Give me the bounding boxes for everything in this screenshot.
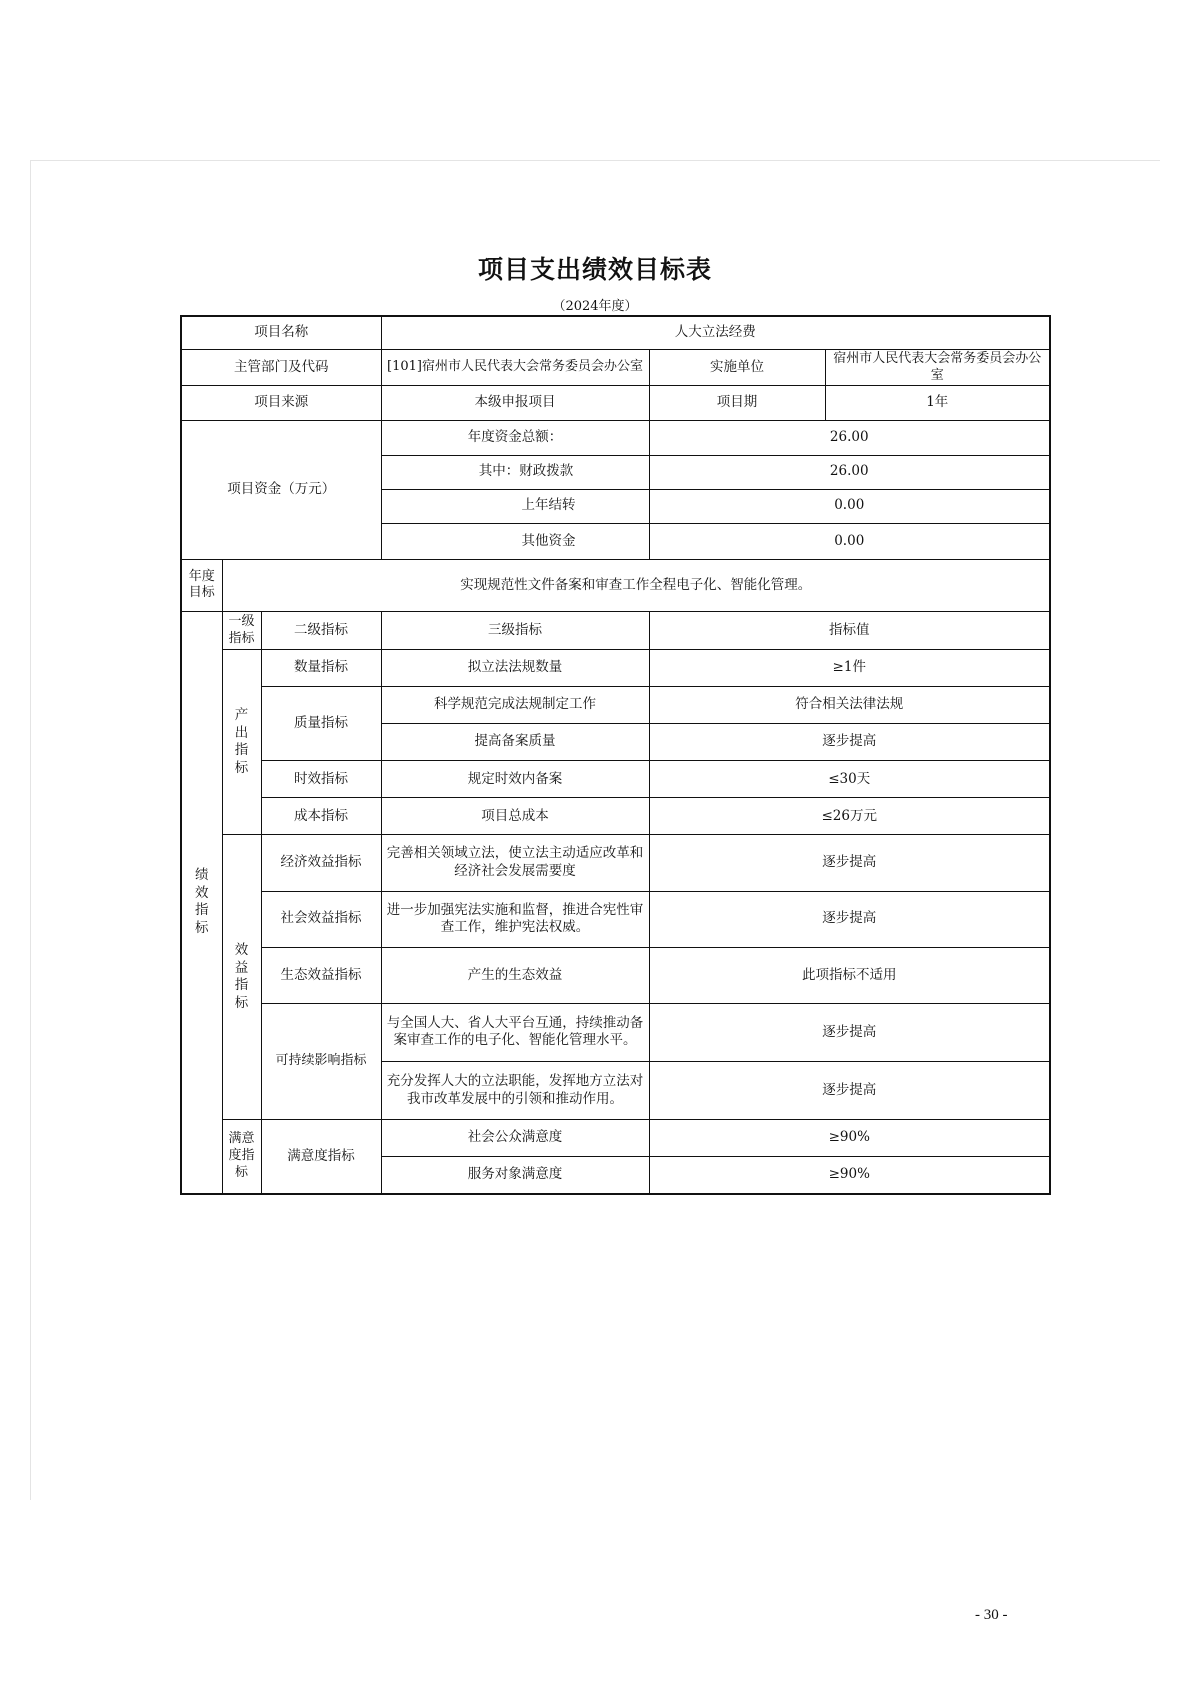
document-year: （2024年度） [552, 299, 638, 314]
level2-cell: 可持续影响指标 [261, 1003, 381, 1119]
value-cell: ≤30天 [649, 761, 1050, 798]
page-frame-top [30, 160, 1160, 161]
indicator-row [181, 687, 1050, 724]
period-label: 项目期 [649, 386, 825, 420]
indicator-row [181, 1003, 1050, 1061]
header-level1: 一级指标 [222, 611, 261, 649]
impl-unit-label: 实施单位 [649, 349, 825, 386]
indicator-row [181, 1120, 1050, 1157]
header-level2: 二级指标 [261, 611, 381, 649]
level3-cell: 充分发挥人大的立法职能，发挥地方立法对我市改革发展中的引领和推动作用。 [381, 1062, 649, 1120]
other-value: 0.00 [649, 523, 1050, 559]
value-cell: 逐步提高 [649, 891, 1050, 947]
row-source [181, 386, 1050, 420]
value-cell: ≥90% [649, 1157, 1050, 1194]
value-cell: ≥1件 [649, 650, 1050, 687]
row-annual-goal [181, 559, 1050, 611]
dept-label: 主管部门及代码 [181, 349, 381, 386]
level2-cell: 经济效益指标 [261, 835, 381, 891]
funds-label: 项目资金（万元） [181, 420, 381, 559]
page-number: - 30 - [975, 1607, 1008, 1623]
row-indicator-header [181, 611, 1050, 649]
goal-text: 实现规范性文件备案和审查工作全程电子化、智能化管理。 [222, 559, 1050, 611]
indicator-row [181, 650, 1050, 687]
level2-cell: 生态效益指标 [261, 947, 381, 1003]
level3-cell: 与全国人大、省人大平台互通，持续推动备案审查工作的电子化、智能化管理水平。 [381, 1003, 649, 1061]
fiscal-value: 26.00 [649, 455, 1050, 489]
benefit-indicators-label: 效益指标 [222, 835, 261, 1120]
level3-cell: 产生的生态效益 [381, 947, 649, 1003]
value-cell: 逐步提高 [649, 1003, 1050, 1061]
indicator-row [181, 761, 1050, 798]
level3-cell: 进一步加强宪法实施和监督，推进合宪性审查工作，维护宪法权威。 [381, 891, 649, 947]
value-cell: 逐步提高 [649, 1062, 1050, 1120]
total-label: 年度资金总额： [381, 420, 649, 455]
header-level3: 三级指标 [381, 611, 649, 649]
fiscal-label: 其中：财政拨款 [381, 455, 649, 489]
indicator-row [181, 798, 1050, 835]
header-value: 指标值 [649, 611, 1050, 649]
output-indicators-label: 产出指标 [222, 650, 261, 835]
document-title: 项目支出绩效目标表 [477, 255, 712, 284]
carryover-label: 上年结转 [381, 489, 649, 523]
level2-cell: 时效指标 [261, 761, 381, 798]
indicator-row [181, 835, 1050, 891]
period-value: 1年 [825, 386, 1050, 420]
level2-cell: 社会效益指标 [261, 891, 381, 947]
performance-indicators-label: 绩效指标 [181, 611, 222, 1194]
value-cell: 此项指标不适用 [649, 947, 1050, 1003]
project-name-value: 人大立法经费 [381, 316, 1050, 349]
project-name-label: 项目名称 [181, 316, 381, 349]
level2-cell: 数量指标 [261, 650, 381, 687]
dept-value: [101]宿州市人民代表大会常务委员会办公室 [381, 349, 649, 386]
level3-cell: 规定时效内备案 [381, 761, 649, 798]
total-value: 26.00 [649, 420, 1050, 455]
level2-cell: 成本指标 [261, 798, 381, 835]
value-cell: ≤26万元 [649, 798, 1050, 835]
carryover-value: 0.00 [649, 489, 1050, 523]
level3-cell: 提高备案质量 [381, 724, 649, 761]
source-label: 项目来源 [181, 386, 381, 420]
level3-cell: 完善相关领域立法，使立法主动适应改革和经济社会发展需要度 [381, 835, 649, 891]
row-department [181, 349, 1050, 386]
indicator-row [181, 891, 1050, 947]
goal-label: 年度目标 [181, 559, 222, 611]
indicator-row [181, 947, 1050, 1003]
level3-cell: 科学规范完成法规制定工作 [381, 687, 649, 724]
other-label: 其他资金 [381, 523, 649, 559]
row-funds-total [181, 420, 1050, 455]
performance-target-table [180, 315, 1051, 1195]
level3-cell: 拟立法法规数量 [381, 650, 649, 687]
impl-unit-value: 宿州市人民代表大会常务委员会办公室 [825, 349, 1050, 386]
value-cell: 逐步提高 [649, 724, 1050, 761]
satisfaction-indicators-label: 满意度指标 [222, 1120, 261, 1194]
level3-cell: 服务对象满意度 [381, 1157, 649, 1194]
page-frame-left [30, 160, 31, 1500]
level3-cell: 项目总成本 [381, 798, 649, 835]
level2-cell: 满意度指标 [261, 1120, 381, 1194]
source-value: 本级申报项目 [381, 386, 649, 420]
level2-cell: 质量指标 [261, 687, 381, 761]
row-project-name [181, 316, 1050, 349]
value-cell: 逐步提高 [649, 835, 1050, 891]
level3-cell: 社会公众满意度 [381, 1120, 649, 1157]
value-cell: 符合相关法律法规 [649, 687, 1050, 724]
value-cell: ≥90% [649, 1120, 1050, 1157]
